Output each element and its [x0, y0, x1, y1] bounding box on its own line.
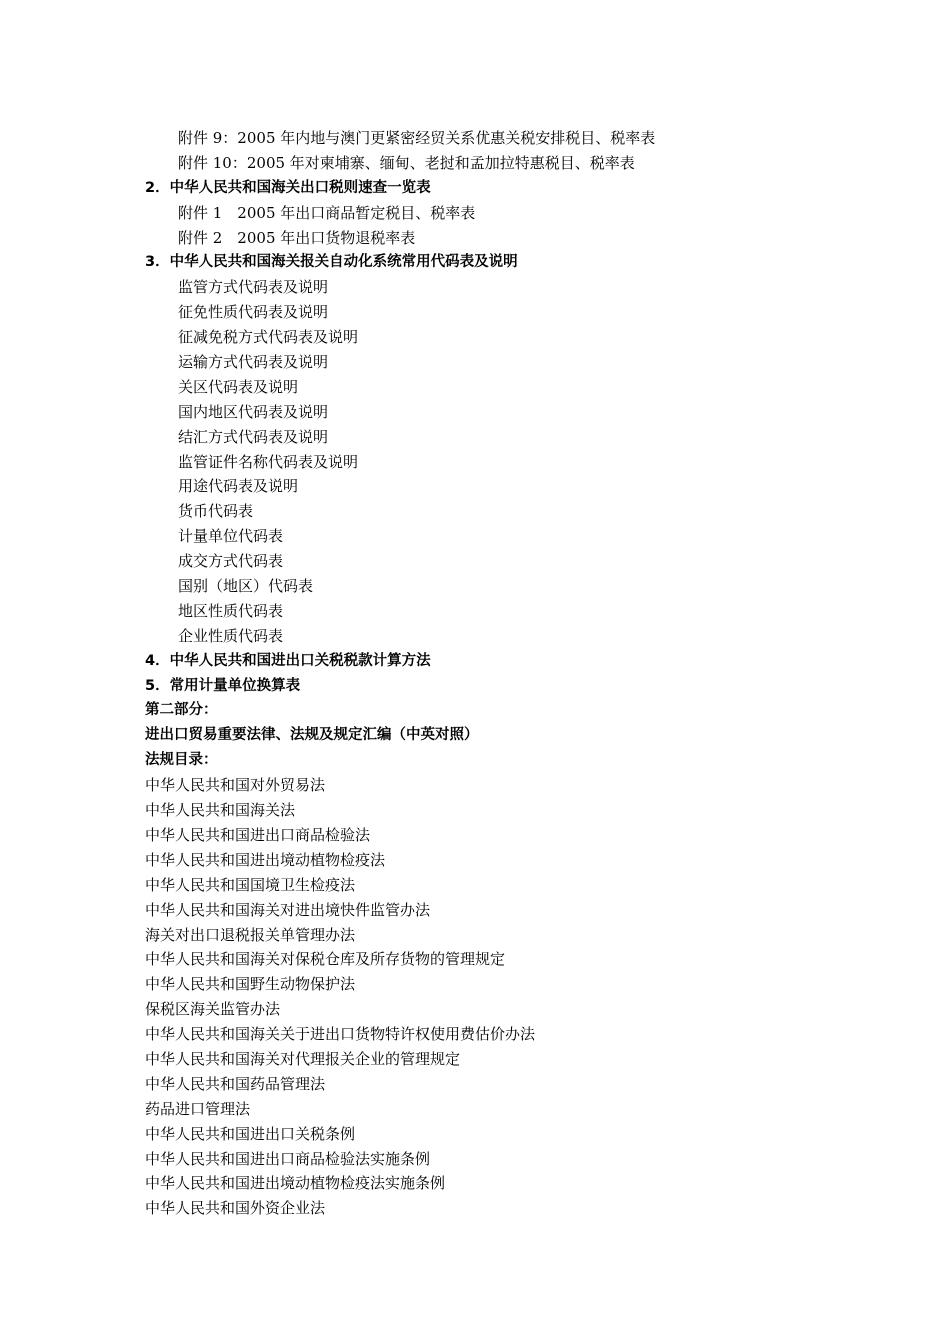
regulation-entry: 中华人民共和国进出口关税条例 — [145, 1124, 356, 1143]
regulation-entry: 中华人民共和国进出境动植物检疫法实施条例 — [145, 1174, 446, 1193]
toc-sub-entry: 成交方式代码表 — [178, 552, 284, 571]
toc-sub-entry: 地区性质代码表 — [178, 601, 284, 620]
regulation-entry: 中华人民共和国国境卫生检疫法 — [145, 875, 356, 894]
toc-sub-entry: 附件 10：2005 年对柬埔寨、缅甸、老挝和孟加拉特惠税目、税率表 — [178, 153, 635, 172]
toc-sub-entry: 用途代码表及说明 — [178, 477, 299, 496]
regulation-entry: 药品进口管理法 — [145, 1099, 251, 1118]
regulation-entry: 中华人民共和国海关对进出境快件监管办法 — [145, 900, 431, 919]
regulation-entry: 保税区海关监管办法 — [145, 1000, 281, 1019]
toc-section-heading: 法规目录： — [145, 752, 218, 769]
toc-sub-entry: 国内地区代码表及说明 — [178, 402, 329, 421]
toc-sub-entry: 货币代码表 — [178, 502, 254, 521]
regulation-entry: 中华人民共和国海关关于进出口货物特许权使用费估价办法 — [145, 1025, 536, 1044]
toc-section-heading: 3．中华人民共和国海关报关自动化系统常用代码表及说明 — [145, 254, 518, 271]
toc-sub-entry: 征免性质代码表及说明 — [178, 303, 329, 322]
toc-section-heading: 5．常用计量单位换算表 — [145, 677, 301, 694]
regulation-entry: 中华人民共和国海关对代理报关企业的管理规定 — [145, 1049, 461, 1068]
toc-section-heading: 进出口贸易重要法律、法规及规定汇编（中英对照） — [145, 727, 479, 744]
toc-sub-entry: 结汇方式代码表及说明 — [178, 427, 329, 446]
regulation-entry: 中华人民共和国海关对保税仓库及所存货物的管理规定 — [145, 950, 506, 969]
toc-section-heading: 4．中华人民共和国进出口关税税款计算方法 — [145, 652, 431, 669]
toc-sub-entry: 企业性质代码表 — [178, 626, 284, 645]
toc-sub-entry: 计量单位代码表 — [178, 527, 284, 546]
table-of-contents — [145, 126, 905, 1221]
toc-sub-entry: 关区代码表及说明 — [178, 377, 299, 396]
regulation-entry: 中华人民共和国海关法 — [145, 801, 296, 820]
regulation-entry: 海关对出口退税报关单管理办法 — [145, 925, 356, 944]
regulation-entry: 中华人民共和国进出境动植物检疫法 — [145, 850, 386, 869]
toc-sub-entry: 附件 2 2005 年出口货物退税率表 — [178, 228, 416, 247]
toc-section-heading: 第二部分： — [145, 702, 218, 719]
toc-sub-entry: 附件 9：2005 年内地与澳门更紧密经贸关系优惠关税安排税目、税率表 — [178, 129, 656, 147]
toc-sub-entry: 监管方式代码表及说明 — [178, 278, 329, 297]
toc-sub-entry: 监管证件名称代码表及说明 — [178, 452, 359, 471]
toc-sub-entry: 征减免税方式代码表及说明 — [178, 328, 359, 347]
regulation-entry: 中华人民共和国药品管理法 — [145, 1074, 326, 1093]
regulation-entry: 中华人民共和国进出口商品检验法实施条例 — [145, 1149, 431, 1168]
toc-sub-entry: 运输方式代码表及说明 — [178, 353, 329, 372]
regulation-entry: 中华人民共和国进出口商品检验法 — [145, 825, 371, 844]
regulation-entry: 中华人民共和国野生动物保护法 — [145, 975, 356, 994]
toc-sub-entry: 国别（地区）代码表 — [178, 577, 314, 596]
toc-sub-entry: 附件 1 2005 年出口商品暂定税目、税率表 — [178, 203, 476, 222]
regulation-entry: 中华人民共和国外资企业法 — [145, 1199, 326, 1218]
regulation-entry: 中华人民共和国对外贸易法 — [145, 776, 326, 795]
toc-section-heading: 2．中华人民共和国海关出口税则速查一览表 — [145, 179, 431, 196]
